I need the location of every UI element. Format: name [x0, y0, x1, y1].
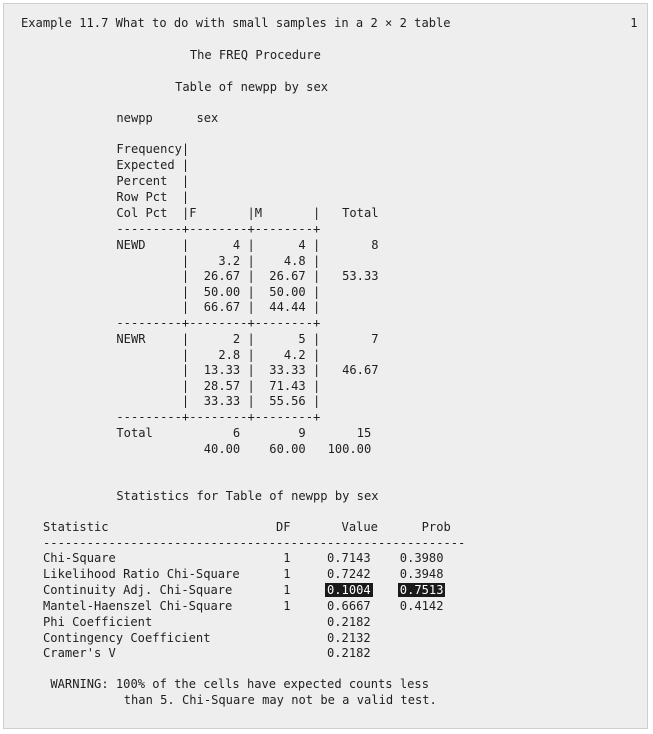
warning-line-1 [50, 677, 429, 691]
column-total-m: 9 [254, 426, 306, 440]
column-total-f: 6 [189, 426, 241, 440]
cell-value: 5 [254, 332, 306, 346]
statistic-df [283, 615, 290, 629]
total-label: Total [116, 426, 182, 440]
cell-value: 4 [189, 238, 241, 252]
statistic-prob: 0.3980 [399, 551, 444, 565]
statistic-df [283, 646, 290, 660]
statistic-df: 1 [283, 599, 291, 613]
statistic-name: Mantel-Haenszel Chi-Square [43, 599, 284, 613]
statistics-title: Statistics for Table of newpp by sex [116, 489, 379, 503]
column-header-f: F [189, 206, 248, 220]
warning-text-1: 100% of the cells have expected counts less [115, 677, 429, 691]
cell-value: 55.56 [254, 394, 306, 409]
statistic-value: 0.1004 [326, 583, 371, 597]
header-statistic: Statistic [43, 520, 277, 534]
column-totals-row [116, 426, 371, 440]
statistic-row [43, 615, 400, 629]
cell-value: 44.44 [254, 300, 306, 315]
statistic-name: Cramer's V [43, 646, 284, 660]
row-newd-percent: | 26.67 | 26.67 | 53.33 [116, 269, 379, 284]
statistic-df: 1 [283, 583, 291, 597]
header-value: Value [312, 520, 378, 534]
statistic-name: Chi-Square [43, 551, 284, 565]
cell-value: 26.67 [189, 269, 241, 284]
page-number [630, 16, 637, 30]
row-total: 8 [334, 238, 379, 252]
table-separator: ---------+--------+--------+ [116, 316, 321, 330]
table-separator: ---------+--------+--------+ [116, 410, 321, 424]
row-newd-row_pct: | 50.00 | 50.00 | [116, 284, 321, 299]
row-total-percent: 53.33 [334, 269, 379, 284]
table-separator: ---------+--------+--------+ [116, 222, 321, 236]
row-newr-expected: | 2.8 | 4.2 | [116, 347, 321, 362]
warning-text-2: than 5. Chi-Square may not be a valid test. [123, 693, 437, 707]
row-newr-col_pct: | 33.33 | 55.56 | [116, 394, 321, 409]
column-header-m: M [254, 206, 313, 220]
statistic-row [43, 599, 443, 613]
column-total-percent-f: 40.00 [189, 442, 241, 456]
warning-line-2 [124, 693, 437, 707]
statistic-value: 0.2132 [326, 631, 371, 645]
cell-value: 13.33 [189, 363, 241, 378]
cell-value: 28.57 [189, 378, 241, 393]
statistic-row [43, 646, 400, 660]
row-newr-percent: | 13.33 | 33.33 | 46.67 [116, 363, 379, 378]
cell-value: 4.8 [254, 253, 306, 268]
cell-value: 4.2 [254, 347, 306, 362]
statistic-name: Contingency Coefficient [43, 631, 284, 645]
warning-label: WARNING: [50, 677, 109, 691]
cell-value: 33.33 [254, 363, 306, 378]
page-number-text: 1 [630, 16, 638, 30]
output-page [3, 3, 648, 729]
row-newd-col_pct: | 66.67 | 44.44 | [116, 300, 321, 315]
column-total-percents-row [116, 442, 371, 456]
cell-legend-2: Expected | [116, 158, 190, 172]
header-prob: Prob [399, 520, 451, 534]
statistics-header-row [43, 520, 451, 534]
statistic-name: Likelihood Ratio Chi-Square [43, 567, 284, 581]
statistic-df: 1 [283, 551, 291, 565]
report-title-text: Example 11.7 What to do with small samples in a 2 × 2 table [21, 16, 451, 30]
column-total-percent-m: 60.00 [254, 442, 306, 456]
row-total: 7 [334, 332, 379, 346]
statistic-prob: 0.4142 [399, 599, 444, 613]
column-header-total: Total [334, 206, 379, 220]
statistic-row [43, 567, 443, 581]
statistics-separator: ---------------------------------------------------------- [43, 536, 466, 550]
statistic-row [43, 631, 400, 645]
statistic-prob: 0.7513 [399, 583, 444, 597]
cell-value: 2.8 [189, 347, 241, 362]
grand-total: 15 [327, 426, 372, 440]
row-newd-frequency: NEWD | 4 | 4 | 8 [116, 238, 379, 252]
cell-legend-5: Col Pct [116, 206, 182, 220]
header-df: DF [276, 520, 291, 534]
statistic-value: 0.7242 [326, 567, 371, 581]
statistic-row [43, 583, 443, 597]
statistic-row [43, 551, 443, 565]
table-title: Table of newpp by sex [175, 80, 329, 94]
report-title [21, 16, 451, 30]
sas-listing [4, 4, 648, 729]
procedure-title: The FREQ Procedure [189, 48, 321, 62]
cell-value: 50.00 [254, 284, 306, 299]
statistic-name: Phi Coefficient [43, 615, 284, 629]
row-newd-expected: | 3.2 | 4.8 | [116, 253, 321, 268]
cell-value: 2 [189, 332, 241, 346]
grand-total-percent: 100.00 [327, 442, 372, 456]
column-variable-name: sex [196, 111, 219, 125]
cell-value: 71.43 [254, 378, 306, 393]
statistic-prob: 0.3948 [399, 567, 444, 581]
statistic-value: 0.7143 [326, 551, 371, 565]
cell-legend-4: Row Pct | [116, 190, 190, 204]
statistic-value: 0.2182 [326, 615, 371, 629]
statistic-value: 0.2182 [326, 646, 371, 660]
cell-legend-3: Percent | [116, 174, 190, 188]
row-total-percent: 46.67 [334, 363, 379, 378]
statistic-df: 1 [283, 567, 291, 581]
statistic-df [283, 631, 290, 645]
variable-names [116, 111, 218, 125]
row-newr-row_pct: | 28.57 | 71.43 | [116, 378, 321, 393]
cell-value: 3.2 [189, 253, 241, 268]
statistic-value: 0.6667 [326, 599, 371, 613]
cell-value: 50.00 [189, 284, 241, 299]
cell-value: 66.67 [189, 300, 241, 315]
statistic-name: Continuity Adj. Chi-Square [43, 583, 284, 597]
row-variable-name: newpp [116, 111, 197, 125]
row-newr-frequency: NEWR | 2 | 5 | 7 [116, 332, 379, 346]
cell-value: 26.67 [254, 269, 306, 284]
column-header-row: Col Pct |F |M | Total [116, 206, 379, 220]
cell-value: 33.33 [189, 394, 241, 409]
cell-value: 4 [254, 238, 306, 252]
cell-legend-1: Frequency| [116, 142, 190, 156]
